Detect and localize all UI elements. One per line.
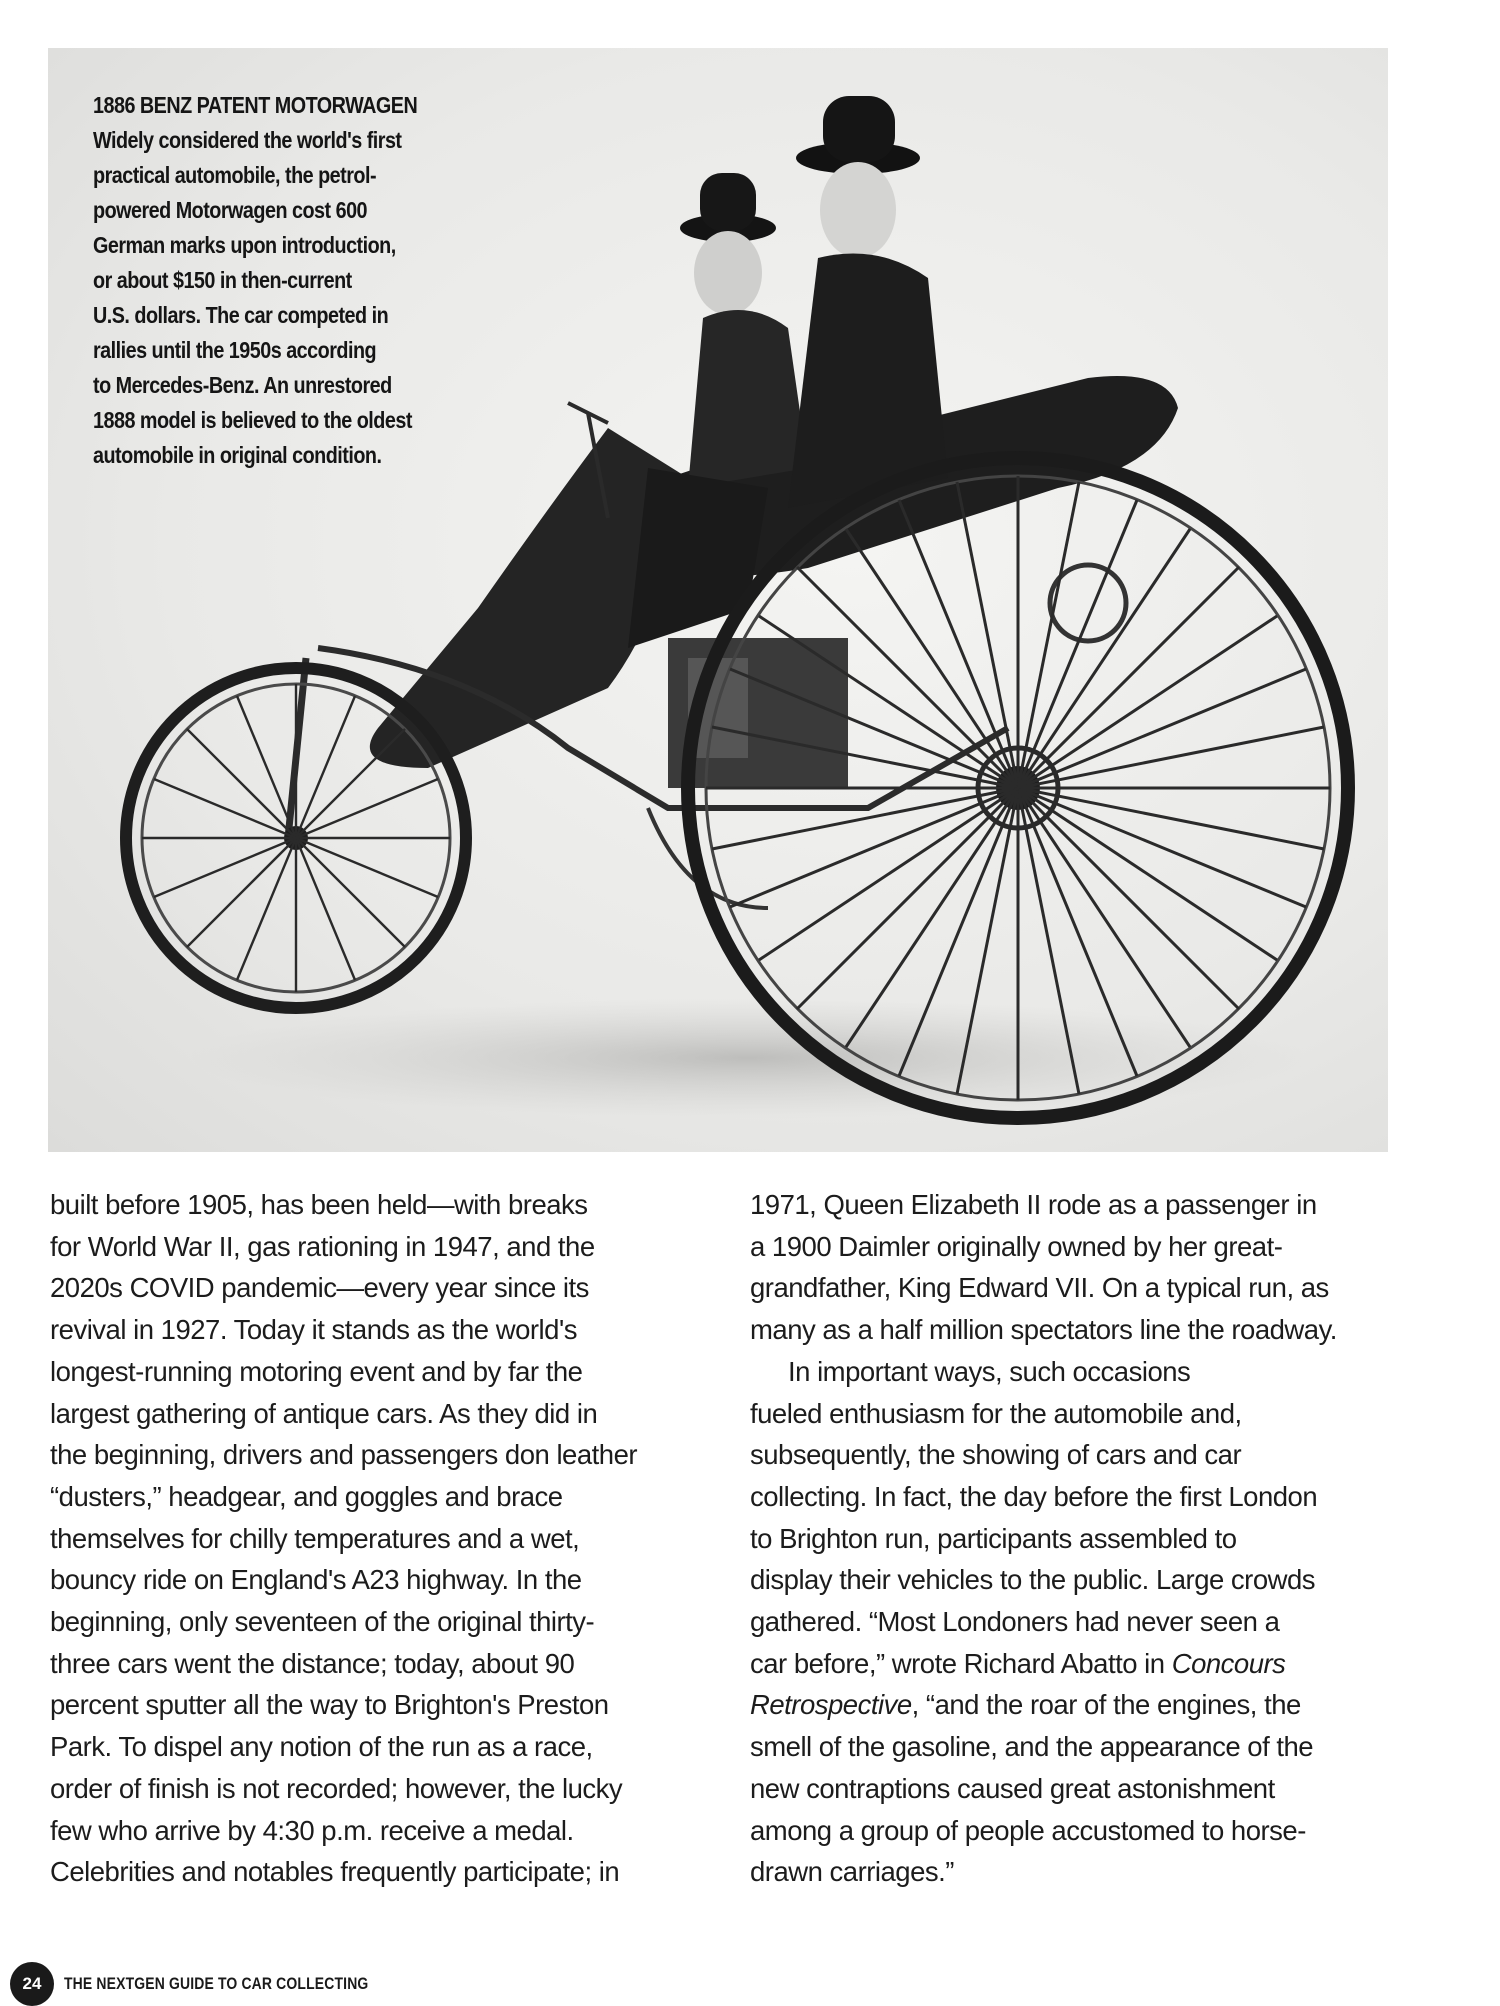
front-wheel [126, 668, 466, 1008]
caption-line: practical automobile, the petrol- [93, 162, 377, 188]
body-line: revival in 1927. Today it stands as the world's [50, 1314, 577, 1346]
body-line: many as a half million spectators line the roadway. [750, 1314, 1337, 1346]
body-line: drawn carriages.” [750, 1856, 954, 1888]
body-line: a 1900 Daimler originally owned by her great- [750, 1230, 1283, 1262]
body-line: subsequently, the showing of cars and car [750, 1439, 1242, 1471]
page-footer [10, 1966, 435, 2002]
caption-line: or about $150 in then-current [93, 267, 352, 293]
body-line: beginning, only seventeen of the original thirty- [50, 1606, 595, 1638]
body-line: collecting. In fact, the day before the first London [750, 1480, 1318, 1512]
body-line: fueled enthusiasm for the automobile and, [750, 1397, 1242, 1429]
body-line: Celebrities and notables frequently participate; in [50, 1856, 620, 1888]
caption-title: 1886 BENZ PATENT MOTORWAGEN [93, 92, 418, 118]
body-line: among a group of people accustomed to horse- [750, 1814, 1306, 1846]
benz-motorwagen-photo [48, 48, 1388, 1152]
body-line: bouncy ride on England's A23 highway. In the [50, 1564, 582, 1596]
body-line-with-title [750, 1684, 1390, 1726]
caption-line: Widely considered the world's first [93, 127, 402, 153]
body-line: themselves for chilly temperatures and a wet, [50, 1522, 580, 1554]
body-column-right [750, 1184, 1390, 1893]
body-line: grandfather, King Edward VII. On a typical run, as [750, 1272, 1329, 1304]
body-line: Park. To dispel any notion of the run as a race, [50, 1731, 593, 1763]
body-line: In important ways, such occasions [788, 1355, 1191, 1387]
body-line: gathered. “Most Londoners had never seen a [750, 1606, 1280, 1638]
publication-title: THE NEXTGEN GUIDE TO CAR COLLECTING [64, 1974, 369, 1993]
caption-line: 1888 model is believed to the oldest [93, 407, 412, 433]
book-title: Concours [1171, 1647, 1286, 1679]
body-line: three cars went the distance; today, about 90 [50, 1647, 575, 1679]
rear-wheel [688, 458, 1348, 1118]
body-line: for World War II, gas rationing in 1947, and the [50, 1230, 595, 1262]
caption-line: U.S. dollars. The car competed in [93, 302, 389, 328]
body-text: , “and the roar of the engines, the [911, 1689, 1301, 1721]
body-line: smell of the gasoline, and the appearance of the [750, 1731, 1314, 1763]
body-line: the beginning, drivers and passengers don leather [50, 1439, 638, 1471]
body-line: percent sputter all the way to Brighton's Preston [50, 1689, 609, 1721]
caption-line: German marks upon introduction, [93, 232, 396, 258]
passenger-figures [370, 96, 948, 768]
body-text: car before,” wrote Richard Abatto in [750, 1647, 1172, 1679]
body-line: 2020s COVID pandemic—every year since its [50, 1272, 589, 1304]
body-line: longest-running motoring event and by far the [50, 1355, 583, 1387]
body-line: order of finish is not recorded; however, the lucky [50, 1772, 623, 1804]
photo-caption [93, 88, 454, 473]
caption-line: powered Motorwagen cost 600 [93, 197, 368, 223]
page-number: 24 [10, 1962, 54, 2006]
body-line: built before 1905, has been held—with breaks [50, 1189, 588, 1220]
body-line: largest gathering of antique cars. As they did in [50, 1397, 598, 1429]
body-line-with-title [750, 1643, 1390, 1685]
body-line: new contraptions caused great astonishment [750, 1772, 1275, 1804]
body-line: display their vehicles to the public. Large crowds [750, 1564, 1316, 1596]
caption-line: to Mercedes-Benz. An unrestored [93, 372, 392, 398]
caption-line: automobile in original condition. [93, 442, 382, 468]
caption-line: rallies until the 1950s according [93, 337, 377, 363]
body-line: to Brighton run, participants assembled to [750, 1522, 1237, 1554]
book-title: Retrospective [750, 1689, 912, 1721]
body-line: 1971, Queen Elizabeth II rode as a passenger in [750, 1189, 1317, 1220]
body-column-left [50, 1184, 690, 1893]
body-line: few who arrive by 4:30 p.m. receive a medal. [50, 1814, 574, 1846]
body-line: “dusters,” headgear, and goggles and brace [50, 1480, 563, 1512]
